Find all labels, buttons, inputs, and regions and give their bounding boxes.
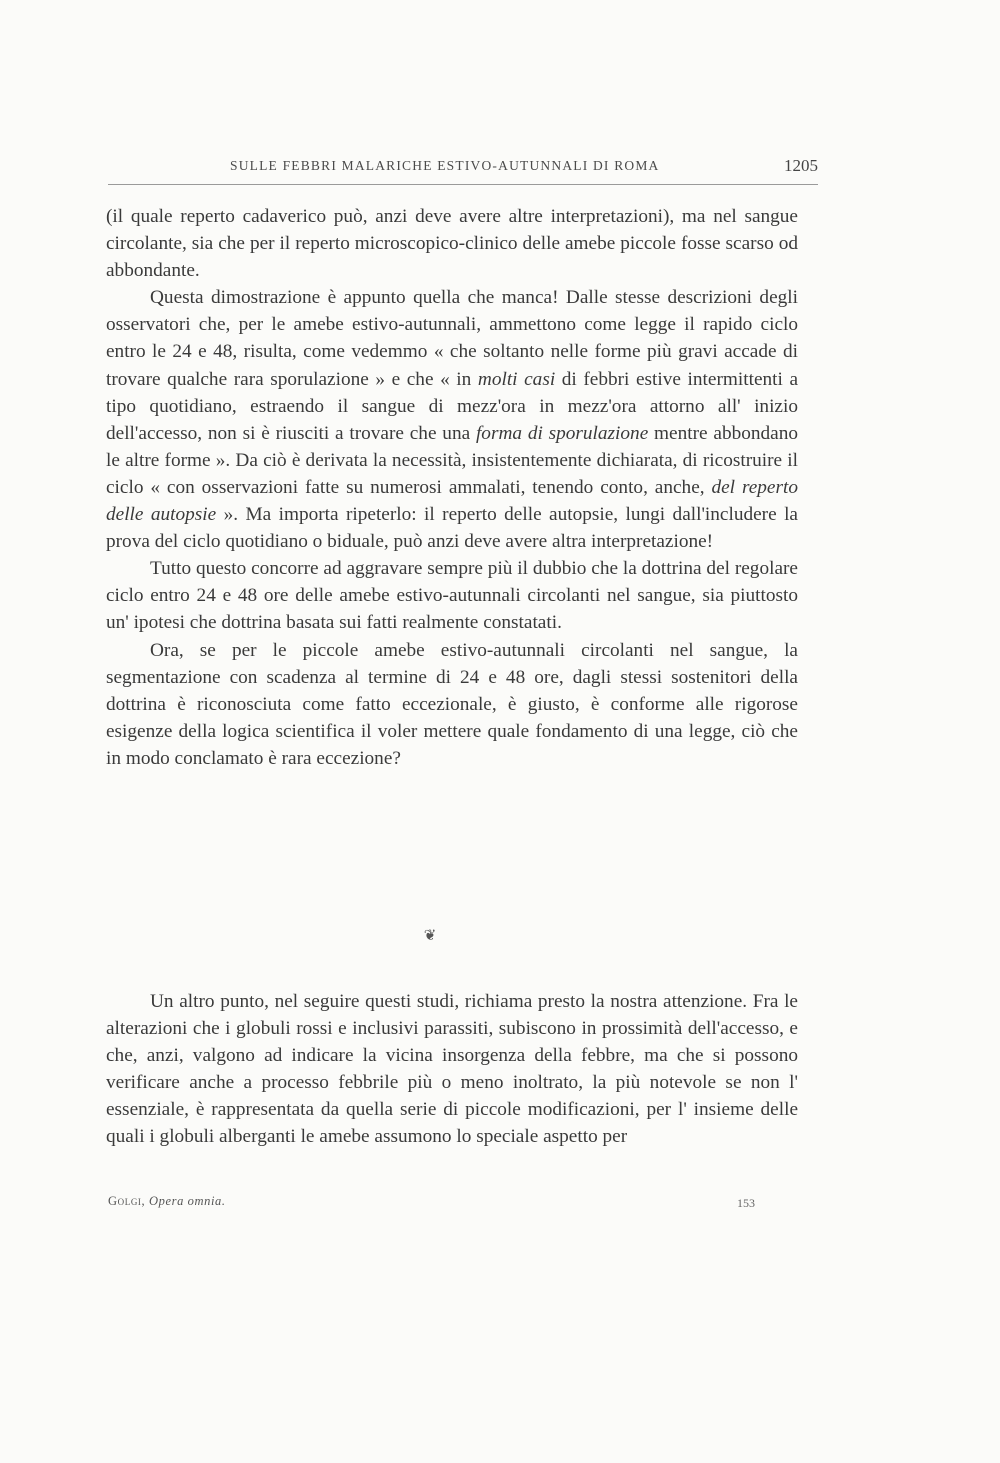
main-text (106, 203, 798, 772)
header-rule (108, 184, 818, 185)
paragraph-3: Tutto questo concorre ad aggravare sempre più il dubbio che la dottrina del regolare ciclo entro 24 e 48 ore delle amebe estivo-autunnali circolanti nel sangue, sia piuttosto un' ipotesi che dottrina basata sui fatti realmente constatati. (106, 558, 798, 634)
section-ornament-icon: ❦ (423, 928, 437, 944)
italic-phrase: molti casi (477, 368, 556, 390)
paragraph-2: Questa dimostrazione è appunto quella che manca! Dalle stesse descrizioni degli osservatori che, per le amebe estivo-autunnali, ammettono come legge il rapido ciclo entro le 24 e 48, risulta, come vedemmo « che soltanto nelle forme più gravi accade di trovare qualche rara sporulazione » e che « in molti casi di febbri estive intermittenti a tipo quotidiano, estraendo il sangue di mezz'ora in mezz'ora attorno all' inizio dell'accesso, non si è riusciti a trovare che una forma di sporulazione mentre abbondano le altre forme ». Da ciò è derivata la necessità, insistentemente dichiarata, di ricostruire il ciclo « con osservazioni fatte su numerosi ammalati, tenendo conto, anche, del reperto delle autopsie ». Ma importa ripeterlo: il reperto delle autopsie, lungi dall'includere la prova del ciclo quotidiano o biduale, può anzi deve avere altra interpretazione! (106, 287, 799, 553)
signature-mark: 153 (737, 1196, 755, 1210)
footer-work: Opera omnia. (148, 1194, 226, 1208)
paragraph-1: (il quale reperto cadaverico può, anzi deve avere altre interpretazioni), ma nel sangue circolante, sia che per il reperto microscopico-clinico delle amebe piccole fosse scarso od abbondante. (106, 206, 798, 282)
footer-author: Golgi, (108, 1194, 146, 1208)
page-number: 1205 (784, 156, 818, 175)
paragraph-4: Ora, se per le piccole amebe estivo-autunnali circolanti nel sangue, la segmentazione con scadenza al termine di 24 e 48 ore, dagli stessi sostenitori della dottrina è riconosciuta come fatto eccezionale, è giusto, è conforme alle rigorose esigenze della logica scientifica il voler mettere quale fondamento di una legge, ciò che in modo conclamato è rara eccezione? (106, 639, 798, 769)
footer-citation (108, 1194, 226, 1209)
main-text-continued (106, 988, 798, 1151)
italic-phrase: forma di sporulazione (475, 422, 649, 444)
italic-phrase: del reperto delle autopsie (106, 476, 798, 526)
paragraph-5: Un altro punto, nel seguire questi studi, richiama presto la nostra attenzione. Fra le alterazioni che i globuli rossi e inclusivi parassiti, subiscono in prossimità dell'accesso, e che, anzi, valgono ad indicare la vicina insorgenza della febbre, ma che si possono verificare anche a processo febbrile più o meno inoltrato, la più notevole se non l' essenziale, è rappresentata da quella serie di piccole modificazioni, per l' insieme delle quali i globuli alberganti le amebe assumono lo speciale aspetto per (106, 991, 798, 1148)
running-title: SULLE FEBBRI MALARICHE ESTIVO-AUTUNNALI DI ROMA (230, 158, 660, 173)
running-header (108, 158, 818, 180)
